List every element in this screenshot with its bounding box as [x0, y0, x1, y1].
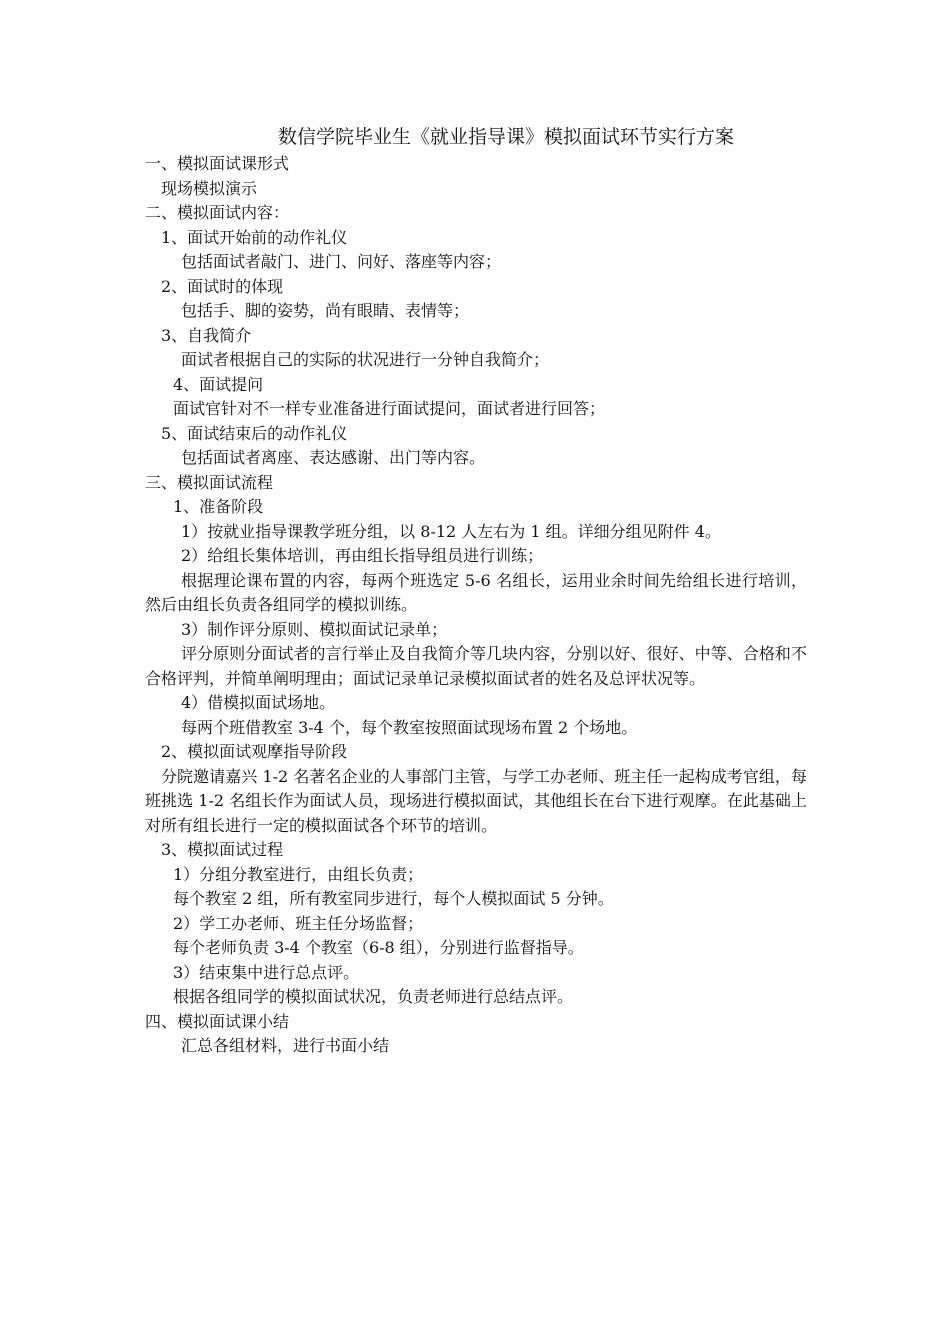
body-text: 4）借模拟面试场地。 — [181, 693, 336, 712]
body-text: 包括面试者敲门、进门、问好、落座等内容； — [181, 252, 502, 271]
body-text: 每个教室 2 组，所有教室同步进行，每个人模拟面试 5 分钟。 — [173, 889, 614, 908]
document-page — [145, 122, 807, 1059]
body-paragraph: 评分原则分面试者的言行举止及自我简介等几块内容，分别以好、很好、中等、合格和不合格评判，并简单阐明理由；面试记录单记录模拟面试者的姓名及总评状况等。 — [145, 644, 807, 688]
section-heading-2: 二、模拟面试内容： — [145, 203, 290, 222]
subheading: 2、模拟面试观摩指导阶段 — [161, 742, 348, 761]
body-text: 1）分组分教室进行，由组长负责； — [173, 864, 424, 884]
body-text: 面试官针对不一样专业准备进行面试提问，面试者进行回答； — [173, 399, 606, 418]
section-heading-4: 四、模拟面试课小结 — [145, 1011, 290, 1031]
body-text: 包括面试者离座、表达感谢、出门等内容。 — [181, 448, 486, 467]
body-text: 每两个班借教室 3-4 个，每个教室按照面试现场布置 2 个场地。 — [181, 717, 638, 737]
subheading: 1、面试开始前的动作礼仪 — [161, 227, 348, 247]
body-text: 2）学工办老师、班主任分场监督； — [173, 913, 424, 933]
body-text: 包括手、脚的姿势，尚有眼睛、表情等； — [181, 301, 470, 320]
body-text: 3）结束集中进行总点评。 — [173, 962, 360, 982]
body-text: 汇总各组材料，进行书面小结 — [181, 1036, 390, 1055]
section-heading-1: 一、模拟面试课形式 — [145, 154, 290, 173]
body-text: 2）给组长集体培训，再由组长指导组员进行训练； — [181, 546, 544, 565]
subheading: 5、面试结束后的动作礼仪 — [161, 423, 348, 443]
body-text: 3）制作评分原则、模拟面试记录单； — [181, 619, 448, 639]
body-text: 根据各组同学的模拟面试状况，负责老师进行总结点评。 — [173, 987, 574, 1006]
body-text: 现场模拟演示 — [161, 178, 258, 198]
body-text: 面试者根据自己的实际的状况进行一分钟自我简介； — [181, 350, 550, 369]
document-title: 数信学院毕业生《就业指导课》模拟面试环节实行方案 — [277, 126, 734, 148]
subheading: 2、面试时的体现 — [161, 276, 284, 296]
body-text: 每个老师负责 3-4 个教室（6-8 组），分别进行监督指导。 — [173, 938, 584, 957]
subheading: 4、面试提问 — [173, 374, 264, 394]
subheading: 3、自我简介 — [161, 325, 252, 345]
subheading: 3、模拟面试过程 — [161, 840, 284, 859]
body-paragraph: 根据理论课布置的内容，每两个班选定 5-6 名组长，运用业余时间先给组长进行培训，然后由组长负责各组同学的模拟训练。 — [145, 570, 807, 614]
subheading: 1、准备阶段 — [173, 497, 264, 516]
section-heading-3: 三、模拟面试流程 — [145, 472, 274, 492]
body-paragraph: 分院邀请嘉兴 1-2 名著名企业的人事部门主管，与学工办老师、班主任一起构成考官组，每班挑选 1-2 名组长作为面试人员，现场进行模拟面试，其他组长在台下进行观摩。在此基础上对所有组长进行一定的模拟面试各个环节的培训。 — [145, 766, 807, 835]
body-text: 1）按就业指导课教学班分组，以 8-12 人左右为 1 组。详细分组见附件 4。 — [181, 521, 721, 541]
